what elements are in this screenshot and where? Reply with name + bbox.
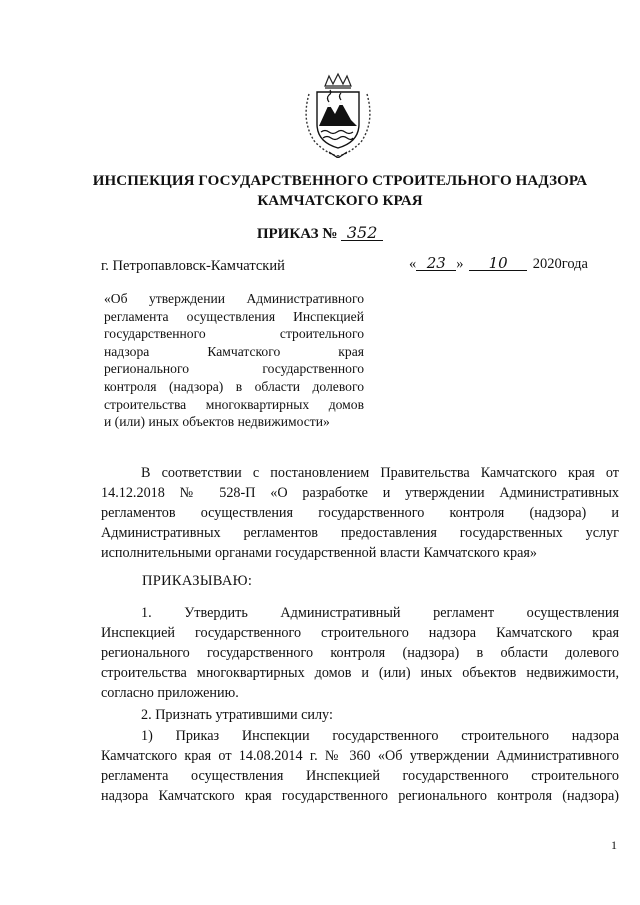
subject-line: регионального государственного [104,361,364,377]
date-close-quote: » [456,256,464,272]
page-number: 1 [611,838,617,852]
subject-line: государственного строительного [104,326,364,342]
order-subject [104,290,364,431]
item-1-line: согласно приложению. [101,685,239,701]
item-2-1-paragraph [101,726,619,806]
subject-line: надзора Камчатского края [104,343,364,359]
subject-line: и (или) иных объектов недвижимости» [104,414,330,430]
preamble-line: 14.12.2018 № 528-П «О разработке и утверждении Административных [101,485,619,501]
organization-name-line1: ИНСПЕКЦИЯ ГОСУДАРСТВЕННОГО СТРОИТЕЛЬНОГО НАДЗОРА [92,173,588,189]
item-2-paragraph [101,705,619,725]
order-label: ПРИКАЗ № [256,226,338,242]
date-month: 10 [469,256,527,271]
item-2-1-line: 1) Приказ Инспекции государственного строительного надзора [141,728,619,744]
subject-line: «Об утверждении Административного [104,291,364,306]
order-title [0,223,640,243]
preamble-line: регламентов осуществления государственного контроля (надзора) и [101,505,619,521]
subject-line: строительства многоквартирных домов [104,396,364,412]
item-1-line: 1. Утвердить Административный регламент осуществления [141,605,619,621]
preamble-line: исполнительными органами государственной власти Камчатского края» [101,545,537,561]
issue-city: г. Петропавловск-Камчатский [101,258,285,274]
order-directive-word: ПРИКАЗЫВАЮ: [142,573,253,589]
item-1-line: Инспекцией государственного строительного надзора Камчатского края [101,625,619,641]
item-1-paragraph [101,603,619,703]
item-2-1-line: надзора Камчатского края государственного регионального контроля (надзора) [101,788,619,804]
item-2-1-line: Камчатского края от 14.08.2014 г. № 360 «Об утверждении Административного [101,748,619,764]
order-number: 352 [341,226,383,241]
date-day: 23 [416,256,456,271]
organization-name-line2: КАМЧАТСКОГО КРАЯ [257,193,423,209]
item-1-line: строительства многоквартирных домов и (или) иных объектов недвижимости, [101,665,619,681]
preamble-line: В соответствии с постановлением Правительства Камчатского края от [141,465,619,481]
subject-line: регламента осуществления Инспекцией [104,308,364,324]
preamble-line: Административных регламентов предоставления государственных услуг [101,525,619,541]
date-open-quote: « [409,256,417,272]
preamble-paragraph [101,463,619,563]
issue-date [409,256,588,273]
coat-of-arms-icon [295,72,381,158]
item-2-1-line: регламента осуществления Инспекцией государственного строительного [101,768,619,784]
subject-line: контроля (надзора) в области долевого [104,378,364,394]
date-year: 2020года [532,256,588,272]
item-2-line: 2. Признать утратившими силу: [141,707,333,723]
item-1-line: регионального государственного контроля (надзора) в области долевого [101,645,619,661]
